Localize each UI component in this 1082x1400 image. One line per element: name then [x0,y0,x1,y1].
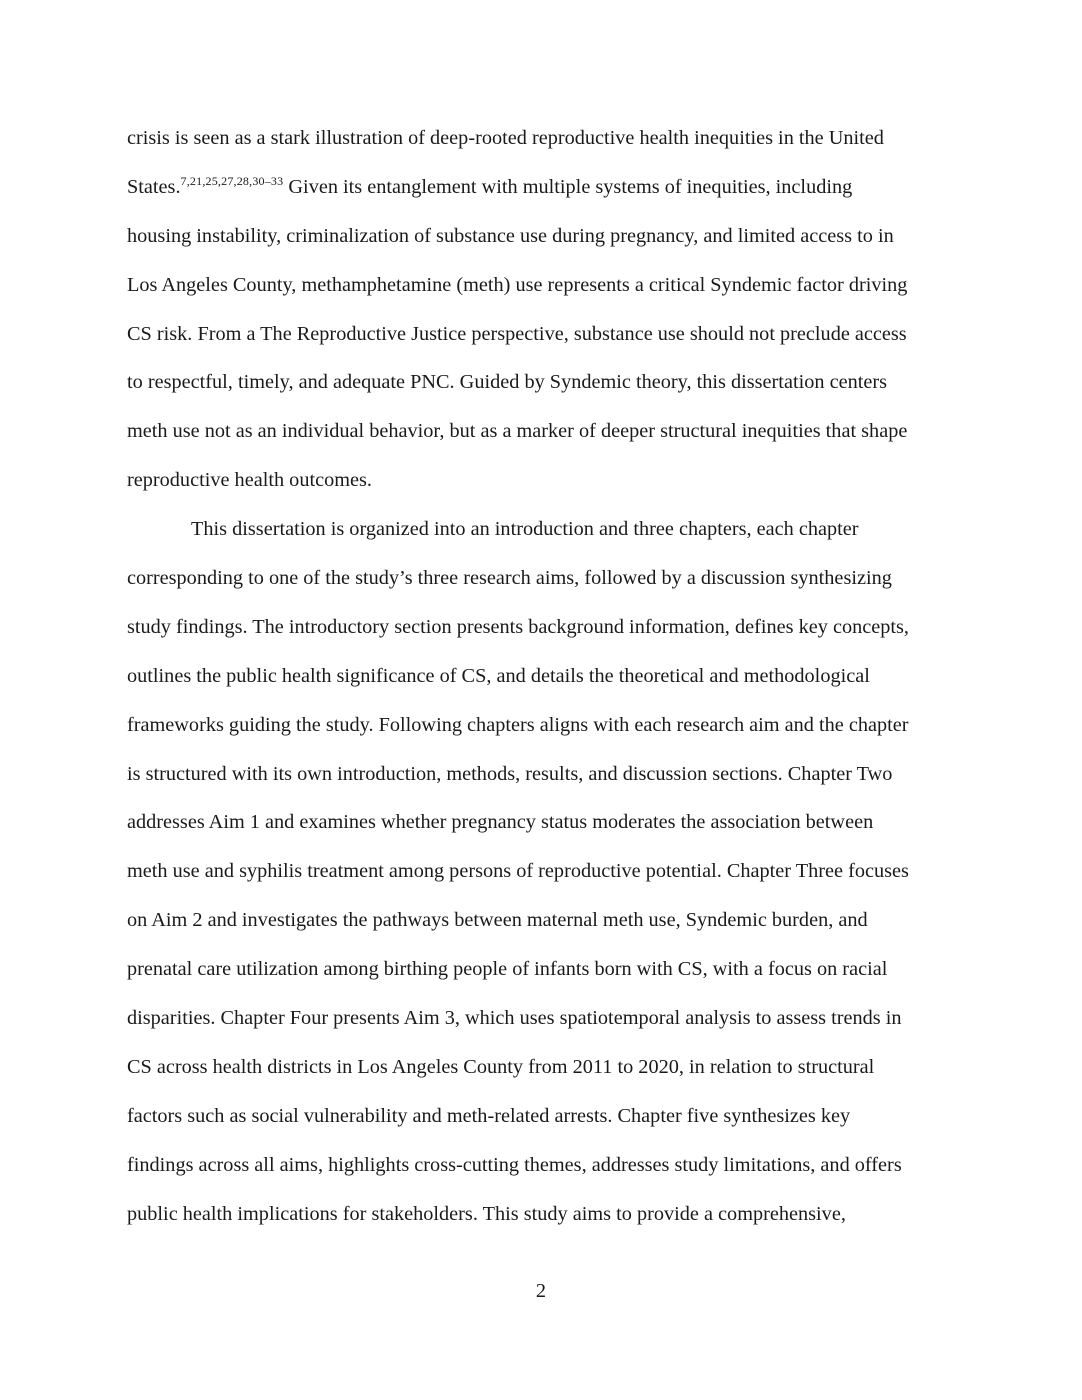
text-fragment: States. [127,175,181,198]
text-line: meth use not as an individual behavior, but as a marker of deeper structural inequities that shape [127,420,908,443]
paragraph-first-line: This dissertation is organized into an introduction and three chapters, each chapter [191,518,859,541]
text-fragment: Given its entanglement with multiple systems of inequities, including [288,175,853,198]
text-line: to respectful, timely, and adequate PNC. Guided by Syndemic theory, this dissertation centers [127,371,887,394]
text-line: CS across health districts in Los Angeles County from 2011 to 2020, in relation to structural [127,1055,875,1078]
text-line: study findings. The introductory section presents background information, defines key concepts, [127,615,909,638]
text-line: outlines the public health significance of CS, and details the theoretical and methodological [127,664,870,687]
text-line: prenatal care utilization among birthing people of infants born with CS, with a focus on racial [127,958,888,981]
text-line: Los Angeles County, methamphetamine (meth) use represents a critical Syndemic factor driving [127,273,908,296]
text-line: CS risk. From a The Reproductive Justice perspective, substance use should not preclude access [127,322,907,345]
body-text [127,114,957,1238]
text-line: frameworks guiding the study. Following chapters aligns with each research aim and the chapter [127,713,909,736]
text-line: corresponding to one of the study’s three research aims, followed by a discussion synthesizing [127,567,892,590]
text-line: reproductive health outcomes. [127,469,372,492]
text-line: findings across all aims, highlights cross-cutting themes, addresses study limitations, and offers [127,1153,902,1176]
text-line: public health implications for stakeholders. This study aims to provide a comprehensive, [127,1202,846,1225]
text-line [127,163,957,212]
text-line: addresses Aim 1 and examines whether pregnancy status moderates the association between [127,811,874,834]
page-number: 2 [535,1280,547,1302]
text-line: disparities. Chapter Four presents Aim 3, which uses spatiotemporal analysis to assess trends in [127,1007,902,1030]
text-line: housing instability, criminalization of substance use during pregnancy, and limited access to in [127,224,894,247]
text-line: factors such as social vulnerability and meth-related arrests. Chapter five synthesizes key [127,1104,851,1127]
text-line: crisis is seen as a stark illustration of deep-rooted reproductive health inequities in the United [127,127,884,149]
text-line: meth use and syphilis treatment among persons of reproductive potential. Chapter Three focuses [127,860,909,883]
text-line: is structured with its own introduction, methods, results, and discussion sections. Chapter Two [127,762,893,785]
citation-superscript: 7,21,25,27,28,30–33 [180,173,284,188]
text-line: on Aim 2 and investigates the pathways between maternal meth use, Syndemic burden, and [127,909,868,932]
